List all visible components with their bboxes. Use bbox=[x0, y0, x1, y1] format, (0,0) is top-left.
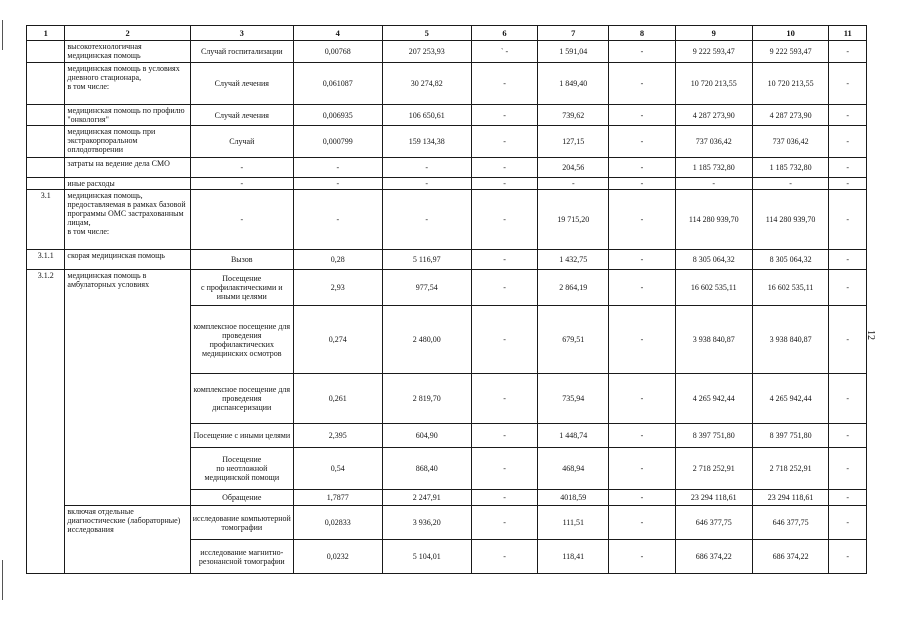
cell-c11: - bbox=[829, 424, 867, 448]
cell-c4: 0,0232 bbox=[293, 540, 382, 574]
table-row bbox=[27, 506, 867, 540]
cell-c6: - bbox=[471, 190, 538, 250]
cell-c9: 737 036,42 bbox=[675, 126, 752, 158]
cell-c9: 4 287 273,90 bbox=[675, 105, 752, 126]
cell-c10: 2 718 252,91 bbox=[752, 448, 829, 490]
cell-c7: 2 864,19 bbox=[538, 270, 609, 306]
cell-c11: - bbox=[829, 41, 867, 63]
cell-c3: Случай bbox=[190, 126, 293, 158]
cell-c8: - bbox=[609, 424, 676, 448]
table-row bbox=[27, 158, 867, 178]
cell-c2: затраты на ведение дела СМО bbox=[65, 158, 190, 178]
table-row bbox=[27, 190, 867, 250]
page-number: 12 bbox=[865, 330, 876, 340]
table-row bbox=[27, 41, 867, 63]
header-cell: 10 bbox=[752, 26, 829, 41]
cell-c10: 9 222 593,47 bbox=[752, 41, 829, 63]
header-cell: 6 bbox=[471, 26, 538, 41]
cell-c6: - bbox=[471, 424, 538, 448]
cell-c2: медицинская помощь по профилю "онкология" bbox=[65, 105, 190, 126]
cell-c10: 16 602 535,11 bbox=[752, 270, 829, 306]
cell-c10: 3 938 840,87 bbox=[752, 306, 829, 374]
cell-c7: 118,41 bbox=[538, 540, 609, 574]
cell-c1 bbox=[27, 126, 65, 158]
cell-c5: - bbox=[382, 190, 471, 250]
cell-c6: - bbox=[471, 126, 538, 158]
cell-c11: - bbox=[829, 190, 867, 250]
cell-c9: 8 305 064,32 bbox=[675, 250, 752, 270]
cell-c9: 646 377,75 bbox=[675, 506, 752, 540]
cell-c1: 3.1 bbox=[27, 190, 65, 250]
cell-c4: 2,93 bbox=[293, 270, 382, 306]
cell-c10: 4 265 942,44 bbox=[752, 374, 829, 424]
cell-c11: - bbox=[829, 63, 867, 105]
cell-c11: - bbox=[829, 270, 867, 306]
header-cell: 4 bbox=[293, 26, 382, 41]
header-cell: 1 bbox=[27, 26, 65, 41]
cell-c11: - bbox=[829, 374, 867, 424]
cell-c8: - bbox=[609, 270, 676, 306]
cell-c11: - bbox=[829, 178, 867, 190]
cell-c7: 1 849,40 bbox=[538, 63, 609, 105]
cell-c10: 737 036,42 bbox=[752, 126, 829, 158]
cell-c4: 0,28 bbox=[293, 250, 382, 270]
cell-c8: - bbox=[609, 41, 676, 63]
cell-c5: - bbox=[382, 178, 471, 190]
cell-c5: 3 936,20 bbox=[382, 506, 471, 540]
table-row bbox=[27, 63, 867, 105]
cell-c9: 3 938 840,87 bbox=[675, 306, 752, 374]
cell-c3: Вызов bbox=[190, 250, 293, 270]
cell-c2: медицинская помощь, предоставляемая в рамках базовой программы ОМС застрахованным лицам, в том числе: bbox=[65, 190, 190, 250]
cell-c7: 679,51 bbox=[538, 306, 609, 374]
cell-c4: - bbox=[293, 158, 382, 178]
cell-c6: - bbox=[471, 540, 538, 574]
cell-c10: 23 294 118,61 bbox=[752, 490, 829, 506]
cell-c7: 468,94 bbox=[538, 448, 609, 490]
cell-c9: 23 294 118,61 bbox=[675, 490, 752, 506]
cell-c1 bbox=[27, 63, 65, 105]
cell-c6: - bbox=[471, 158, 538, 178]
cell-c5: 5 104,01 bbox=[382, 540, 471, 574]
cell-c1 bbox=[27, 41, 65, 63]
cell-c5: 159 134,38 bbox=[382, 126, 471, 158]
cell-c10: 10 720 213,55 bbox=[752, 63, 829, 105]
cell-c7: 111,51 bbox=[538, 506, 609, 540]
cell-c6: - bbox=[471, 178, 538, 190]
cell-c7: 4018,59 bbox=[538, 490, 609, 506]
cell-c4: 0,02833 bbox=[293, 506, 382, 540]
cell-c2: скорая медицинская помощь bbox=[65, 250, 190, 270]
cell-c2: медицинская помощь в амбулаторных условиях bbox=[65, 270, 190, 506]
cell-c3: исследование магнитно-резонансной томографии bbox=[190, 540, 293, 574]
cell-c7: 739,62 bbox=[538, 105, 609, 126]
cell-c1: 3.1.2 bbox=[27, 270, 65, 574]
cell-c4: 0,261 bbox=[293, 374, 382, 424]
cell-c1: 3.1.1 bbox=[27, 250, 65, 270]
cell-c4: 0,54 bbox=[293, 448, 382, 490]
cell-c9: 8 397 751,80 bbox=[675, 424, 752, 448]
cell-c10: 1 185 732,80 bbox=[752, 158, 829, 178]
cell-c7: 19 715,20 bbox=[538, 190, 609, 250]
cell-c10: 114 280 939,70 bbox=[752, 190, 829, 250]
cell-c8: - bbox=[609, 448, 676, 490]
header-cell: 5 bbox=[382, 26, 471, 41]
budget-table bbox=[26, 25, 867, 574]
cell-c3: исследование компьютерной томографии bbox=[190, 506, 293, 540]
cell-c5: 5 116,97 bbox=[382, 250, 471, 270]
cell-c2: включая отдельные диагностические (лабораторные) исследования bbox=[65, 506, 190, 574]
cell-c5: 106 650,61 bbox=[382, 105, 471, 126]
header-cell: 8 bbox=[609, 26, 676, 41]
cell-c11: - bbox=[829, 250, 867, 270]
cell-c3: Случай лечения bbox=[190, 63, 293, 105]
cell-c6: - bbox=[471, 105, 538, 126]
cell-c3: Посещение с профилактическими и иными целями bbox=[190, 270, 293, 306]
cell-c6: - bbox=[471, 374, 538, 424]
cell-c9: 9 222 593,47 bbox=[675, 41, 752, 63]
cell-c6: ` - bbox=[471, 41, 538, 63]
cell-c1 bbox=[27, 105, 65, 126]
cell-c5: 2 819,70 bbox=[382, 374, 471, 424]
cell-c5: 868,40 bbox=[382, 448, 471, 490]
cell-c8: - bbox=[609, 158, 676, 178]
scan-artifact-top bbox=[2, 20, 3, 50]
cell-c4: - bbox=[293, 190, 382, 250]
cell-c7: - bbox=[538, 178, 609, 190]
cell-c3: - bbox=[190, 190, 293, 250]
cell-c5: 30 274,82 bbox=[382, 63, 471, 105]
cell-c4: - bbox=[293, 178, 382, 190]
cell-c3: Случай госпитализации bbox=[190, 41, 293, 63]
cell-c5: 2 247,91 bbox=[382, 490, 471, 506]
cell-c5: - bbox=[382, 158, 471, 178]
cell-c2: высокотехнологичная медицинская помощь bbox=[65, 41, 190, 63]
cell-c3: Обращение bbox=[190, 490, 293, 506]
cell-c11: - bbox=[829, 448, 867, 490]
cell-c10: 8 397 751,80 bbox=[752, 424, 829, 448]
table-row bbox=[27, 270, 867, 306]
cell-c7: 1 432,75 bbox=[538, 250, 609, 270]
table-row bbox=[27, 126, 867, 158]
cell-c9: 114 280 939,70 bbox=[675, 190, 752, 250]
cell-c7: 1 448,74 bbox=[538, 424, 609, 448]
cell-c6: - bbox=[471, 63, 538, 105]
cell-c4: 0,00768 bbox=[293, 41, 382, 63]
cell-c6: - bbox=[471, 490, 538, 506]
cell-c9: 16 602 535,11 bbox=[675, 270, 752, 306]
cell-c9: 686 374,22 bbox=[675, 540, 752, 574]
cell-c2: иные расходы bbox=[65, 178, 190, 190]
cell-c10: 686 374,22 bbox=[752, 540, 829, 574]
cell-c7: 735,94 bbox=[538, 374, 609, 424]
cell-c7: 127,15 bbox=[538, 126, 609, 158]
cell-c10: 646 377,75 bbox=[752, 506, 829, 540]
cell-c6: - bbox=[471, 306, 538, 374]
table-row bbox=[27, 105, 867, 126]
cell-c9: - bbox=[675, 178, 752, 190]
cell-c8: - bbox=[609, 178, 676, 190]
cell-c8: - bbox=[609, 63, 676, 105]
header-cell: 2 bbox=[65, 26, 190, 41]
header-row bbox=[27, 26, 867, 41]
cell-c7: 204,56 bbox=[538, 158, 609, 178]
cell-c5: 2 480,00 bbox=[382, 306, 471, 374]
cell-c8: - bbox=[609, 306, 676, 374]
cell-c5: 604,90 bbox=[382, 424, 471, 448]
cell-c4: 0,006935 bbox=[293, 105, 382, 126]
header-cell: 3 bbox=[190, 26, 293, 41]
cell-c6: - bbox=[471, 270, 538, 306]
cell-c8: - bbox=[609, 105, 676, 126]
header-cell: 9 bbox=[675, 26, 752, 41]
cell-c5: 207 253,93 bbox=[382, 41, 471, 63]
cell-c11: - bbox=[829, 540, 867, 574]
cell-c10: 8 305 064,32 bbox=[752, 250, 829, 270]
cell-c4: 1,7877 bbox=[293, 490, 382, 506]
cell-c3: комплексное посещение для проведения диспансеризации bbox=[190, 374, 293, 424]
cell-c11: - bbox=[829, 158, 867, 178]
cell-c3: - bbox=[190, 178, 293, 190]
cell-c9: 10 720 213,55 bbox=[675, 63, 752, 105]
cell-c4: 0,274 bbox=[293, 306, 382, 374]
cell-c4: 2,395 bbox=[293, 424, 382, 448]
cell-c3: Посещение по неотложной медицинской помощи bbox=[190, 448, 293, 490]
cell-c6: - bbox=[471, 250, 538, 270]
cell-c3: комплексное посещение для проведения профилактических медицинских осмотров bbox=[190, 306, 293, 374]
table-row bbox=[27, 250, 867, 270]
cell-c8: - bbox=[609, 250, 676, 270]
cell-c11: - bbox=[829, 506, 867, 540]
cell-c3: Случай лечения bbox=[190, 105, 293, 126]
cell-c4: 0,061087 bbox=[293, 63, 382, 105]
cell-c11: - bbox=[829, 105, 867, 126]
cell-c3: - bbox=[190, 158, 293, 178]
cell-c8: - bbox=[609, 190, 676, 250]
cell-c8: - bbox=[609, 506, 676, 540]
header-cell: 11 bbox=[829, 26, 867, 41]
cell-c8: - bbox=[609, 126, 676, 158]
cell-c10: 4 287 273,90 bbox=[752, 105, 829, 126]
cell-c6: - bbox=[471, 506, 538, 540]
cell-c11: - bbox=[829, 490, 867, 506]
cell-c6: - bbox=[471, 448, 538, 490]
cell-c2: медицинская помощь в условиях дневного стационара, в том числе: bbox=[65, 63, 190, 105]
cell-c2: медицинская помощь при экстракорпоральном оплодотворении bbox=[65, 126, 190, 158]
cell-c1 bbox=[27, 158, 65, 178]
cell-c9: 1 185 732,80 bbox=[675, 158, 752, 178]
cell-c9: 2 718 252,91 bbox=[675, 448, 752, 490]
cell-c7: 1 591,04 bbox=[538, 41, 609, 63]
cell-c3: Посещение с иными целями bbox=[190, 424, 293, 448]
cell-c8: - bbox=[609, 540, 676, 574]
cell-c10: - bbox=[752, 178, 829, 190]
cell-c11: - bbox=[829, 306, 867, 374]
cell-c8: - bbox=[609, 374, 676, 424]
cell-c4: 0,000799 bbox=[293, 126, 382, 158]
cell-c5: 977,54 bbox=[382, 270, 471, 306]
header-cell: 7 bbox=[538, 26, 609, 41]
table-row bbox=[27, 178, 867, 190]
cell-c11: - bbox=[829, 126, 867, 158]
cell-c9: 4 265 942,44 bbox=[675, 374, 752, 424]
scan-artifact-bottom bbox=[2, 560, 3, 600]
cell-c1 bbox=[27, 178, 65, 190]
cell-c8: - bbox=[609, 490, 676, 506]
